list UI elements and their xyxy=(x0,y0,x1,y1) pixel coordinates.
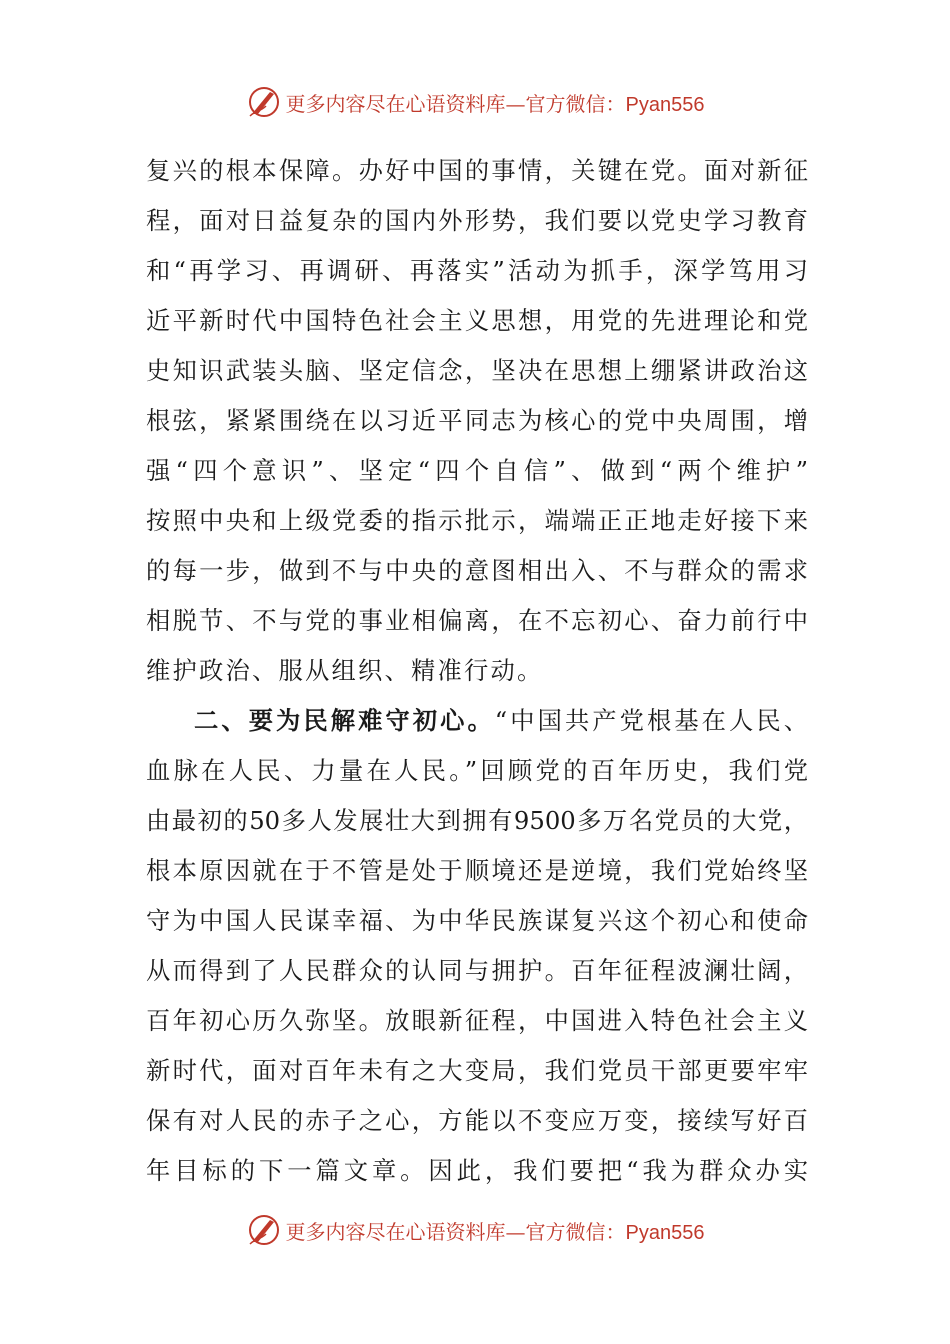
text-line: 保有对人民的赤子之心，方能以不变应万变，接续写好百 xyxy=(146,1106,808,1135)
text-line: 根本原因就在于不管是处于顺境还是逆境，我们党始终坚 xyxy=(146,856,808,885)
section-heading: 二、要为民解难守初心。 xyxy=(194,706,495,735)
text-line: 和“再学习、再调研、再落实”活动为抓手，深学笃用习 xyxy=(146,256,808,285)
text-line: 从而得到了人民群众的认同与拥护。百年征程波澜壮阔， xyxy=(146,956,808,985)
text-line: 由最初的50多人发展壮大到拥有9500多万名党员的大党， xyxy=(146,806,808,835)
wechat-id: Pyan556 xyxy=(625,1221,705,1244)
header-banner xyxy=(0,80,950,124)
text-line: 近平新时代中国特色社会主义思想，用党的先进理论和党 xyxy=(146,306,808,335)
document-body xyxy=(146,146,808,1196)
banner-text: 更多内容尽在心语资料库—官方微信：Pyan556 xyxy=(285,91,705,116)
banner-text: 更多内容尽在心语资料库—官方微信：Pyan556 xyxy=(285,1219,705,1244)
wechat-id: Pyan556 xyxy=(625,93,705,116)
text-line: 史知识武装头脑、坚定信念，坚决在思想上绷紧讲政治这 xyxy=(146,356,808,385)
text-line: 的每一步，做到不与中央的意图相出入、不与群众的需求 xyxy=(146,556,808,585)
quill-logo-icon xyxy=(246,84,282,120)
text-line: 复兴的根本保障。办好中国的事情，关键在党。面对新征 xyxy=(146,156,808,185)
footer-banner xyxy=(0,1208,950,1252)
text-line: 按照中央和上级党委的指示批示，端端正正地走好接下来 xyxy=(146,506,808,535)
text-line: 根弦，紧紧围绕在以习近平同志为核心的党中央周围，增 xyxy=(146,406,808,435)
text-line: 维护政治、服从组织、精准行动。 xyxy=(146,656,544,685)
section-heading-line xyxy=(146,696,808,746)
text-line: 百年初心历久弥坚。放眼新征程，中国进入特色社会主义 xyxy=(146,1006,808,1035)
text-line: 守为中国人民谋幸福、为中华民族谋复兴这个初心和使命 xyxy=(146,906,808,935)
text-line: 年目标的下一篇文章。因此，我们要把“我为群众办实 xyxy=(146,1156,808,1185)
text-line: 强“四个意识”、坚定“四个自信”、做到“两个维护” xyxy=(146,456,808,485)
text-line: 新时代，面对百年未有之大变局，我们党员干部更要牢牢 xyxy=(146,1056,808,1085)
text-span: “中国共产党根基在人民、 xyxy=(494,706,808,735)
text-line: 血脉在人民、力量在人民。”回顾党的百年历史，我们党 xyxy=(146,756,808,785)
quill-logo-icon xyxy=(246,1212,282,1248)
text-line: 相脱节、不与党的事业相偏离，在不忘初心、奋力前行中 xyxy=(146,606,808,635)
text-line: 程，面对日益复杂的国内外形势，我们要以党史学习教育 xyxy=(146,206,808,235)
